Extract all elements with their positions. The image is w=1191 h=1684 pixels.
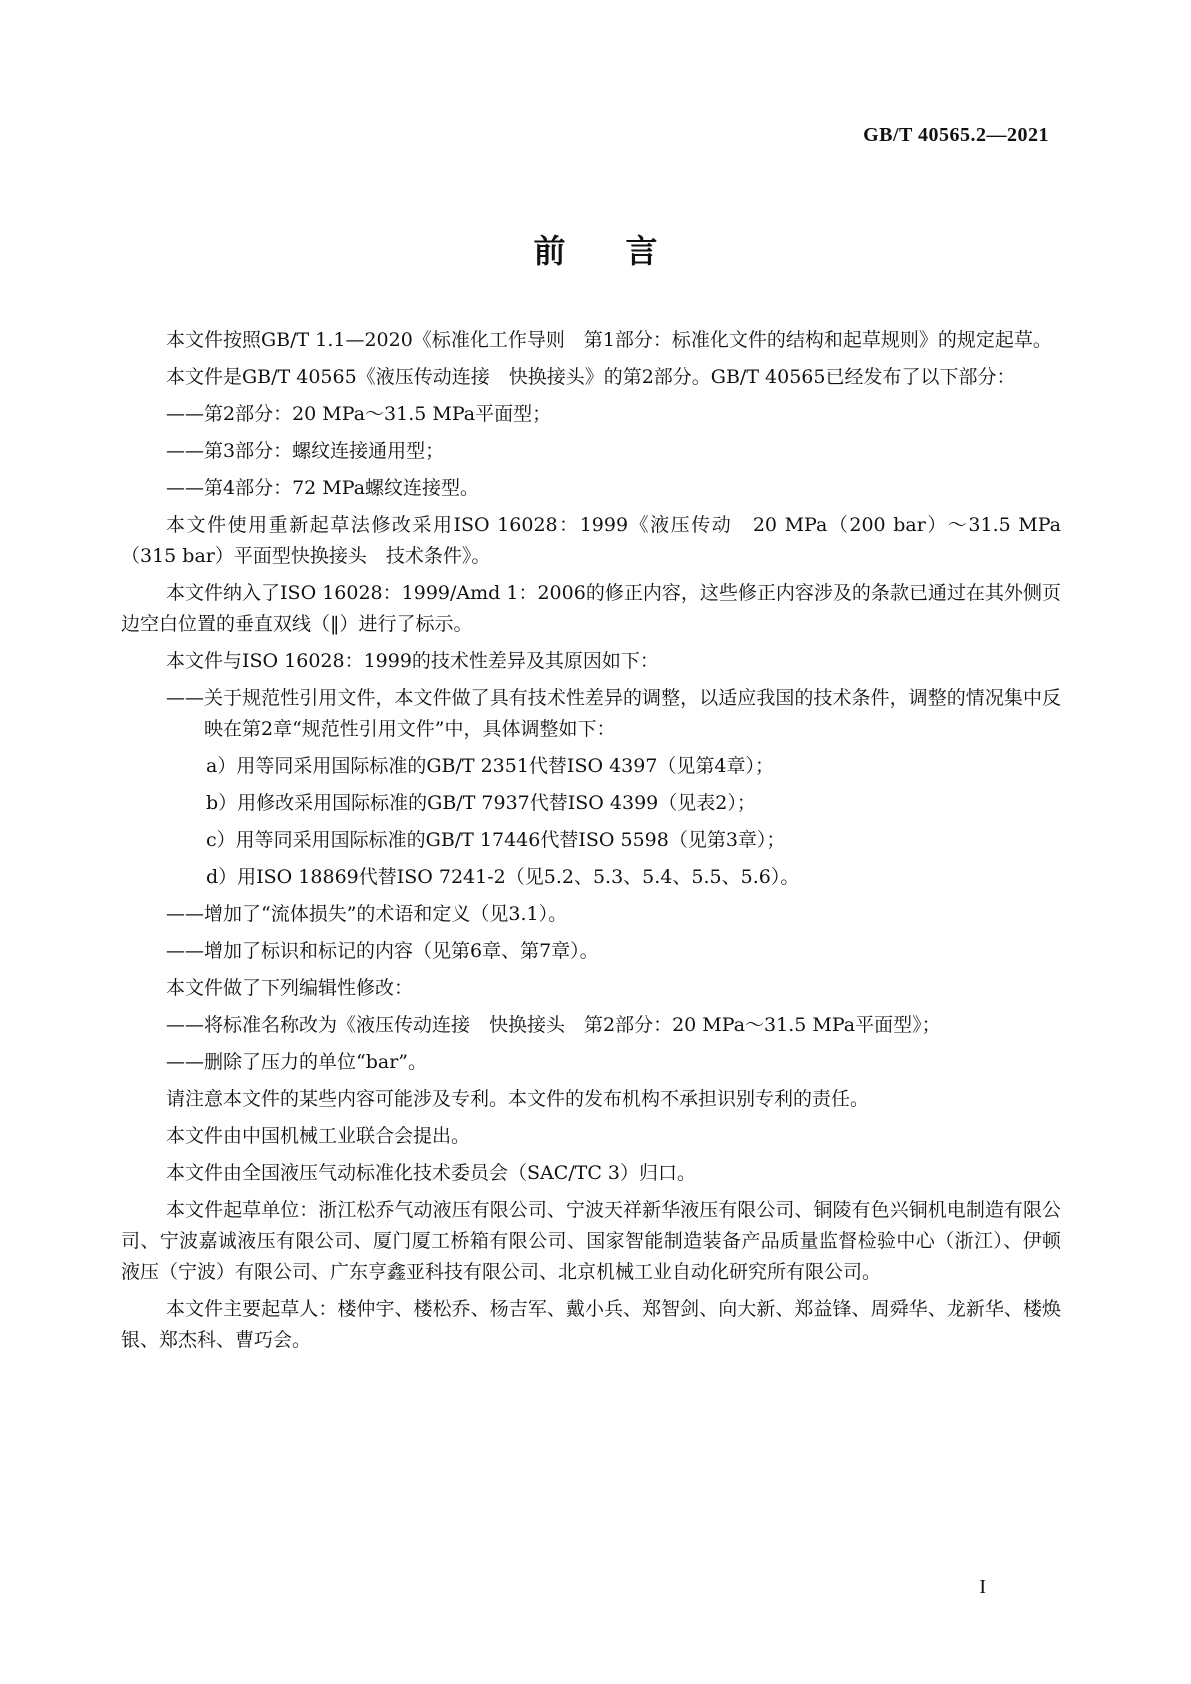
paragraph: 请注意本文件的某些内容可能涉及专利。本文件的发布机构不承担识别专利的责任。 (166, 1088, 870, 1110)
page-number: I (979, 1576, 986, 1598)
dash-item: ——第3部分：螺纹连接通用型； (166, 440, 445, 462)
paragraph: 本文件由全国液压气动标准化技术委员会（SAC/TC 3）归口。 (166, 1162, 697, 1184)
standard-code: GB/T 40565.2—2021 (863, 124, 1049, 146)
foreword-body (121, 325, 1061, 1362)
paragraph: 本文件是GB/T 40565《液压传动连接 快换接头》的第2部分。GB/T 40565已经发布了以下部分： (166, 366, 1016, 388)
sub-item: c）用等同采用国际标准的GB/T 17446代替ISO 5598（见第3章）； (206, 829, 786, 851)
sub-item: b）用修改采用国际标准的GB/T 7937代替ISO 4399（见表2）； (206, 792, 756, 814)
dash-item: ——关于规范性引用文件，本文件做了具有技术性差异的调整，以适应我国的技术条件，调整的情况集中反映在第2章“规范性引用文件”中，具体调整如下： (166, 687, 1061, 740)
paragraph: 本文件按照GB/T 1.1—2020《标准化工作导则 第1部分：标准化文件的结构和起草规则》的规定起草。 (166, 329, 1052, 351)
sub-item: d）用ISO 18869代替ISO 7241-2（见5.2、5.3、5.4、5.5、5.6）。 (206, 866, 800, 888)
dash-item: ——第4部分：72 MPa螺纹连接型。 (166, 477, 480, 499)
paragraph: 本文件与ISO 16028：1999的技术性差异及其原因如下： (166, 650, 659, 672)
page-title: 前言 (533, 232, 718, 270)
dash-item: ——第2部分：20 MPa～31.5 MPa平面型； (166, 403, 552, 425)
paragraph: 本文件由中国机械工业联合会提出。 (166, 1125, 471, 1147)
dash-item: ——删除了压力的单位“bar”。 (166, 1051, 428, 1073)
paragraph: 本文件纳入了ISO 16028：1999/Amd 1：2006的修正内容，这些修正内容涉及的条款已通过在其外侧页边空白位置的垂直双线（‖）进行了标示。 (121, 582, 1061, 635)
paragraph: 本文件使用重新起草法修改采用ISO 16028：1999《液压传动 20 MPa（200 bar）～31.5 MPa（315 bar）平面型快换接头 技术条件》。 (121, 514, 1061, 567)
sub-item: a）用等同采用国际标准的GB/T 2351代替ISO 4397（见第4章）； (206, 755, 775, 777)
dash-item: ——增加了标识和标记的内容（见第6章、第7章）。 (166, 940, 599, 962)
paragraph: 本文件主要起草人：楼仲宇、楼松乔、杨吉军、戴小兵、郑智剑、向大新、郑益锋、周舜华、龙新华、楼焕银、郑杰科、曹巧会。 (121, 1298, 1061, 1351)
paragraph: 本文件起草单位：浙江松乔气动液压有限公司、宁波天祥新华液压有限公司、铜陵有色兴铜机电制造有限公司、宁波嘉诚液压有限公司、厦门厦工桥箱有限公司、国家智能制造装备产品质量监督检验中心（浙江）、伊顿液压（宁波）有限公司、广东亨鑫亚科技有限公司、北京机械工业自动化研究所有限公司。 (121, 1199, 1061, 1283)
paragraph: 本文件做了下列编辑性修改： (166, 977, 414, 999)
dash-item: ——将标准名称改为《液压传动连接 快换接头 第2部分：20 MPa～31.5 MPa平面型》； (166, 1014, 941, 1036)
dash-item: ——增加了“流体损失”的术语和定义（见3.1）。 (166, 903, 568, 925)
